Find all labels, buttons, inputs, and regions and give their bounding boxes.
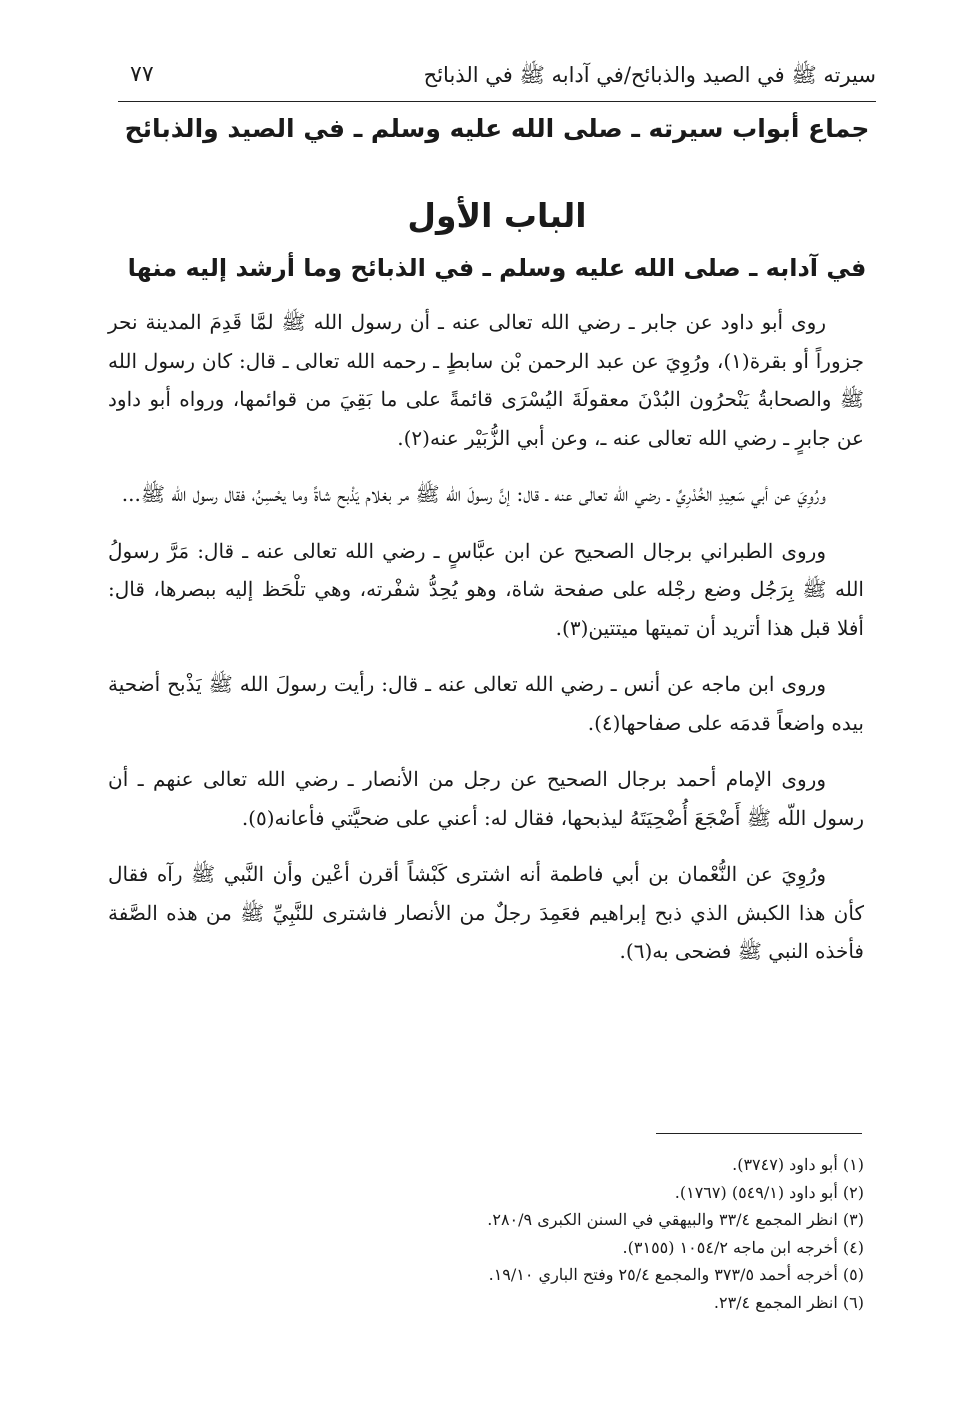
paragraph: ورُوِيَ عن النُّعْمان بن أبي فاطمة أنه اشترى كَبْشاً أقرن أعْين وأن النَّبي ﷺ رآه فقال كأن هذا الكبش الذي ذبح إبراهيم فعَمِدَ رجلٌ من الأنصار فاشترى للنَّبِيِّ ﷺ من هذه الصَّفة فأخذه النبي ﷺ فضحى به(٦). xyxy=(108,862,864,963)
footnote: (٤) أخرجه ابن ماجه ١٠٥٤/٢ (٣١٥٥). xyxy=(622,1237,864,1257)
page-number: ٧٧ xyxy=(130,62,154,87)
running-title: سيرته ﷺ في الصيد والذبائح/في آدابه ﷺ في الذبائح xyxy=(423,63,876,87)
paragraph: ورُوِيَ عن أبي سَعِيدِ الخُدْرِيِّ ـ رضي الله تعالى عنه ـ قال: إنَّ رسولَ الله ﷺ مر بغلام يَذْبح شاةً وما يحْسِنُ، فقال رسول الله ﷺ... xyxy=(121,482,826,506)
paragraph: وروى ابن ماجه عن أنس ـ رضي الله تعالى عنه ـ قال: رأيت رسولَ الله ﷺ يَذْبح أضحية بيده واضعاً قدمَه على صفاحها(٤). xyxy=(108,672,864,735)
footnote: (٣) انظر المجمع ٣٣/٤ والبيهقي في السنن الكبرى ٢٨٠/٩. xyxy=(487,1210,864,1229)
body-text xyxy=(108,303,864,989)
header-rule xyxy=(118,101,876,102)
footnote-rule xyxy=(656,1133,862,1134)
footnote: (٥) أخرجه أحمد ٣٧٣/٥ والمجمع ٢٥/٤ وفتح الباري ١٩/١٠. xyxy=(488,1265,864,1284)
paragraph: وروى الإمام أحمد برجال الصحيح عن رجل من الأنصار ـ رضي الله تعالى عنهم ـ أن رسول اللّه ﷺ أَضْجَعَ أُضْحِيَتَهُ ليذبحها، فقال له: أعني على ضحيَّتي فأعانه(٥). xyxy=(108,767,864,830)
footnote: (٢) أبو داود (٥٤٩/١) (١٧٦٧). xyxy=(674,1182,864,1202)
footnote: (٦) انظر المجمع ٢٣/٤. xyxy=(713,1292,864,1312)
chapter-title: الباب الأول xyxy=(407,196,587,235)
paragraph: روى أبو داود عن جابر ـ رضي الله تعالى عنه ـ أن رسول الله ﷺ لمَّا قَدِمَ المدينة نحر جزوراً أو بقرة(١)، ورُوِيَ عن عبد الرحمن بْن سابطٍ ـ رحمه الله تعالى ـ قال: كان رسول الله ﷺ والصحابةُ يَنْحرُون البُدْنَ معقولَةَ اليُسْرَى قائمةً على ما بَقِيَ من قوائمها، ورواه أبو داود عن جابرٍ ـ رضي الله تعالى عنه ـ، وعن أبي الزُّبَيْر عنه(٢). xyxy=(108,310,864,450)
collection-title: جماع أبواب سيرته ـ صلى الله عليه وسلم ـ في الصيد والذبائح xyxy=(124,114,870,143)
running-header xyxy=(118,58,876,98)
paragraph: وروى الطبراني برجال الصحيح عن ابن عبَّاسٍ ـ رضي الله تعالى عنه ـ قال: مَرَّ رسولُ الله ﷺ بِرَجُل وضع رجْله على صفحة شاة، وهو يُحِدُّ شفْرته، وهي تلْحَظ إليه ببصرها، قال: أفلا قبل هذا أتريد أن تميتها ميتتين(٣). xyxy=(108,538,864,640)
footnotes xyxy=(108,1151,864,1316)
chapter-subtitle: في آدابه ـ صلى الله عليه وسلم ـ في الذبائح وما أرشد إليه منها xyxy=(127,254,867,282)
footnote: (١) أبو داود (٣٧٤٧). xyxy=(732,1155,864,1174)
